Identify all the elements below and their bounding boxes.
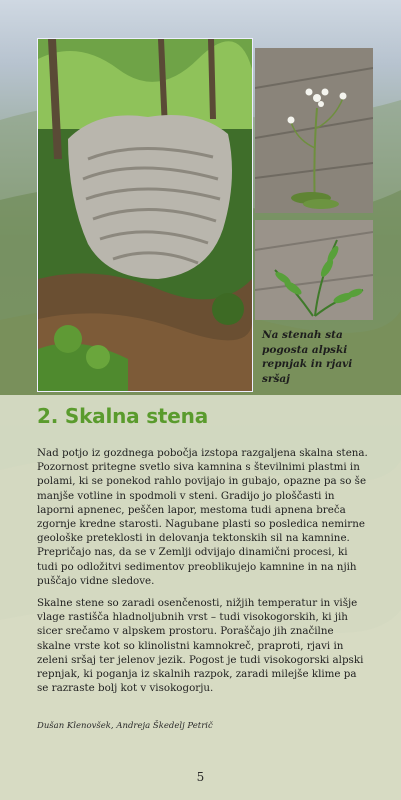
rock-wall-photo bbox=[37, 38, 253, 392]
paragraph-2: Skalne stene so zaradi osenčenosti, nižjih temperatur in višje vlage rastišča hladnoljubnih vrst – tudi visokogorskih, ki jih sicer srečamo v alpskem prostoru. Poraščajo jih značilne skalne vrste kot so klinolistni kamnokreč, praproti, rjavi in zeleni sršaj ter jelenov jezik. Pogost je tudi visokogorski alpski repnjak, ki poganja iz skalnih razpok, zaradi milejše klime pa se razraste bolj kot v visokogorju. bbox=[37, 597, 364, 695]
paragraph-1: Nad potjo iz gozdnega pobočja izstopa razgaljena skalna stena. Pozornost pritegne svetlo siva kamnina s številnimi plastmi in polami, ki se ponekod rahlo povijajo in gubajo, opazne pa so še manjše votline in spodmoli v steni. Gradijo jo ploščasti in laporni apnenec, peščen lapor, mestoma tudi apnena breča zgornje kredne starosti. Nagubane plasti so posledica nemirne geološke preteklosti in delovanja tektonskih sil na kamnine. Prepričajo nas, da se v Zemlji odvijajo dinamični procesi, ki tudi po odložitvi sedimentov preoblikujejo kamnine in na njih puščajo vidne sledove. bbox=[37, 447, 368, 587]
body-text bbox=[37, 446, 369, 703]
photo-caption: Na stenah sta pogosta alpski repnjak in rjavi sršaj bbox=[262, 329, 353, 385]
section-heading: 2. Skalna stena bbox=[37, 404, 208, 428]
page-number: 5 bbox=[196, 770, 205, 784]
authors-credit: Dušan Klenovšek, Andreja Škedelj Petrič bbox=[37, 721, 213, 731]
fern-photo bbox=[255, 220, 373, 320]
alpine-plant-photo bbox=[255, 48, 373, 213]
